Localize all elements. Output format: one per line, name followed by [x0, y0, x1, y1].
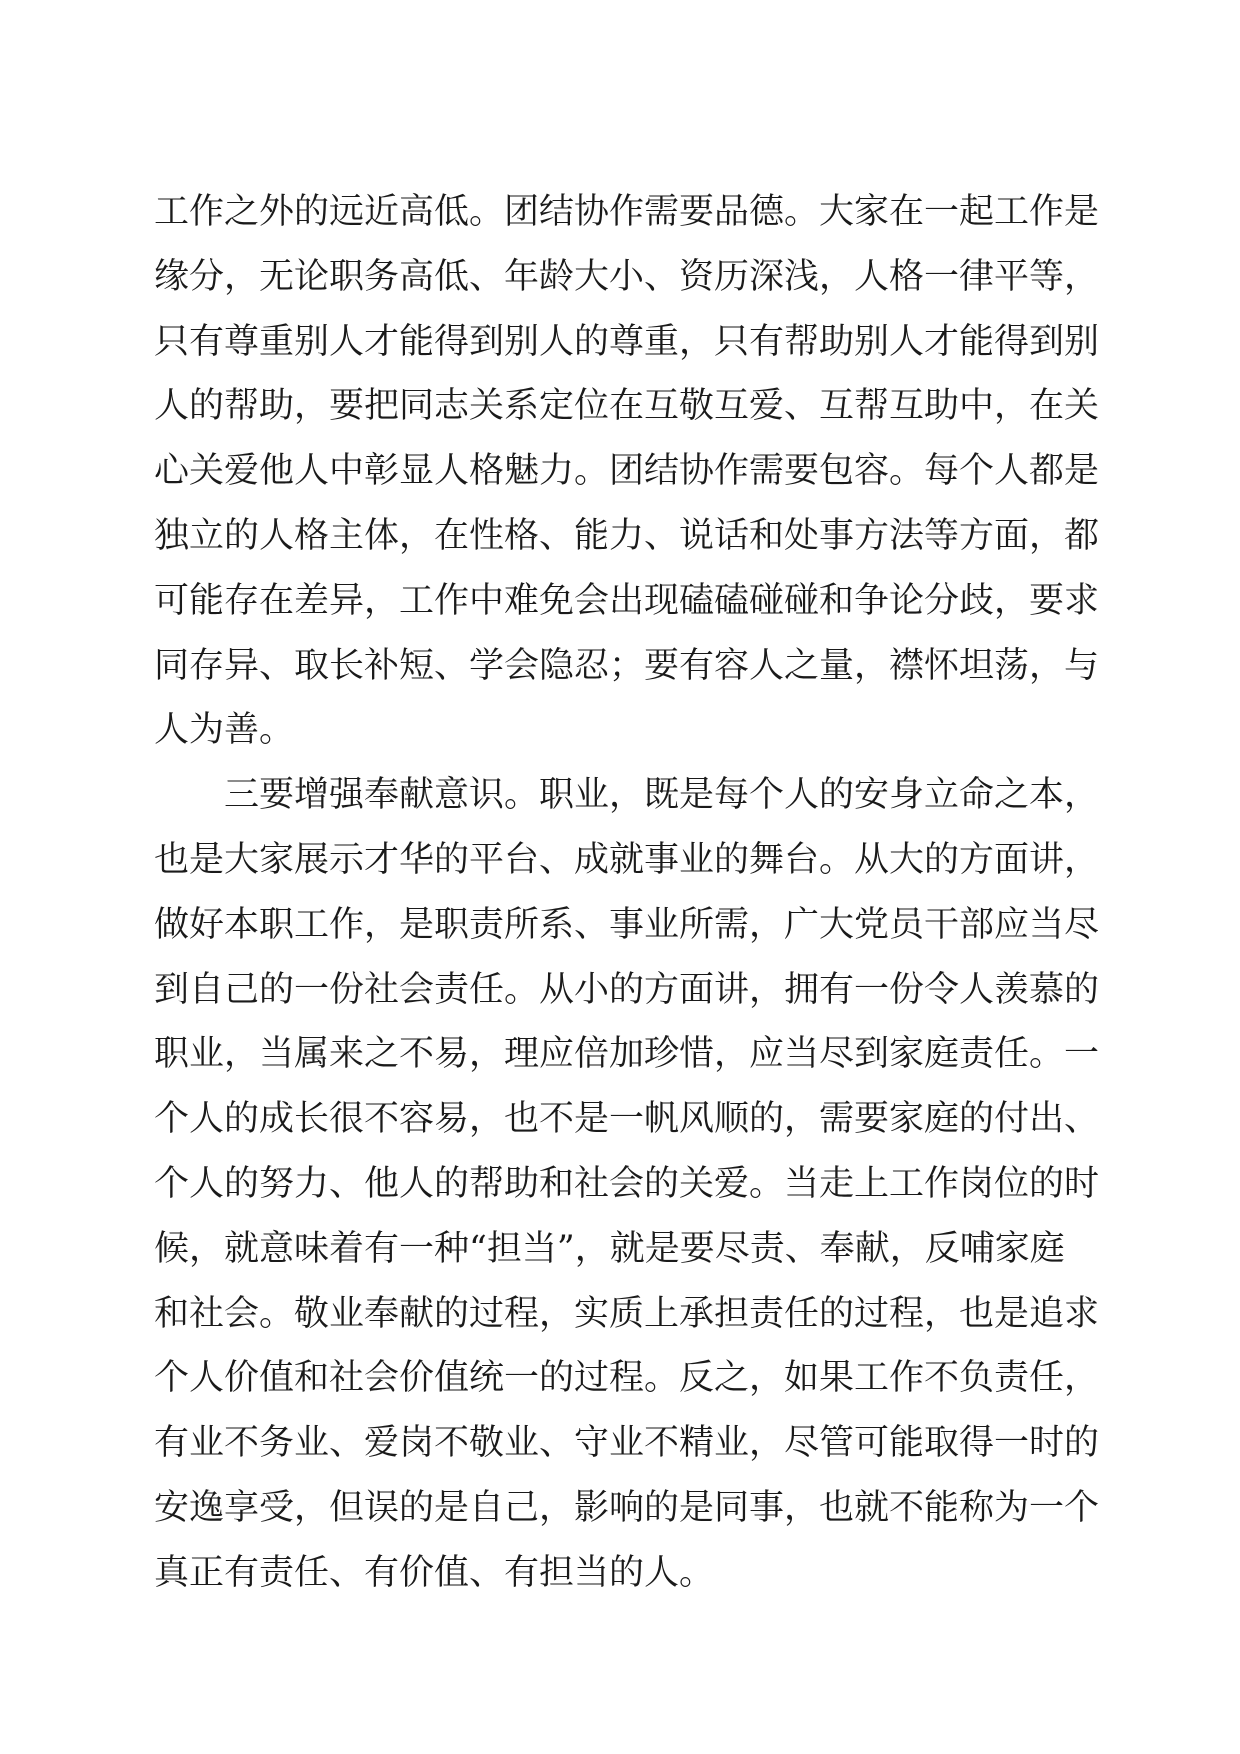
text-line: 人为善。: [154, 710, 295, 751]
text-line: 有业不务业、爱岗不敬业、守业不精业，尽管可能取得一时的: [154, 1423, 1100, 1464]
text-line: 职业，当属来之不易，理应倍加珍惜，应当尽到家庭责任。一: [154, 1034, 1100, 1075]
text-line: 真正有责任、有价值、有担当的人。: [154, 1552, 715, 1593]
text-line: 也是大家展示才华的平台、成就事业的舞台。从大的方面讲，: [154, 839, 1100, 880]
text-line: 和社会。敬业奉献的过程，实质上承担责任的过程，也是追求: [154, 1293, 1100, 1334]
paragraph: [154, 180, 1100, 763]
text-line: 心关爱他人中彰显人格魅力。团结协作需要包容。每个人都是: [154, 451, 1100, 492]
text-line: 人的帮助，要把同志关系定位在互敬互爱、互帮互助中，在关: [154, 386, 1100, 427]
paragraph: [154, 763, 1100, 1605]
text-line: 到自己的一份社会责任。从小的方面讲，拥有一份令人羡慕的: [154, 969, 1100, 1010]
text-line: 安逸享受，但误的是自己，影响的是同事，也就不能称为一个: [154, 1487, 1100, 1528]
text-line: 工作之外的远近高低。团结协作需要品德。大家在一起工作是: [154, 192, 1100, 232]
text-line: 可能存在差异，工作中难免会出现磕磕碰碰和争论分歧，要求: [154, 580, 1100, 621]
text-line: 做好本职工作，是职责所系、事业所需，广大党员干部应当尽: [154, 904, 1100, 945]
body-text: [154, 180, 1100, 1606]
text-line: 候，就意味着有一种“担当”，就是要尽责、奉献，反哺家庭: [154, 1228, 1065, 1269]
text-line: 同存异、取长补短、学会隐忍；要有容人之量，襟怀坦荡，与: [154, 645, 1100, 686]
text-line: 个人的成长很不容易，也不是一帆风顺的，需要家庭的付出、: [154, 1099, 1100, 1140]
text-line: 个人的努力、他人的帮助和社会的关爱。当走上工作岗位的时: [154, 1163, 1100, 1204]
text-line: 独立的人格主体，在性格、能力、说话和处事方法等方面，都: [154, 515, 1100, 556]
text-line: 个人价值和社会价值统一的过程。反之，如果工作不负责任，: [154, 1358, 1100, 1399]
text-line: 三要增强奉献意识。职业，既是每个人的安身立命之本，: [224, 775, 1100, 816]
text-line: 缘分，无论职务高低、年龄大小、资历深浅，人格一律平等，: [154, 256, 1100, 297]
text-line: 只有尊重别人才能得到别人的尊重，只有帮助别人才能得到别: [154, 321, 1100, 362]
